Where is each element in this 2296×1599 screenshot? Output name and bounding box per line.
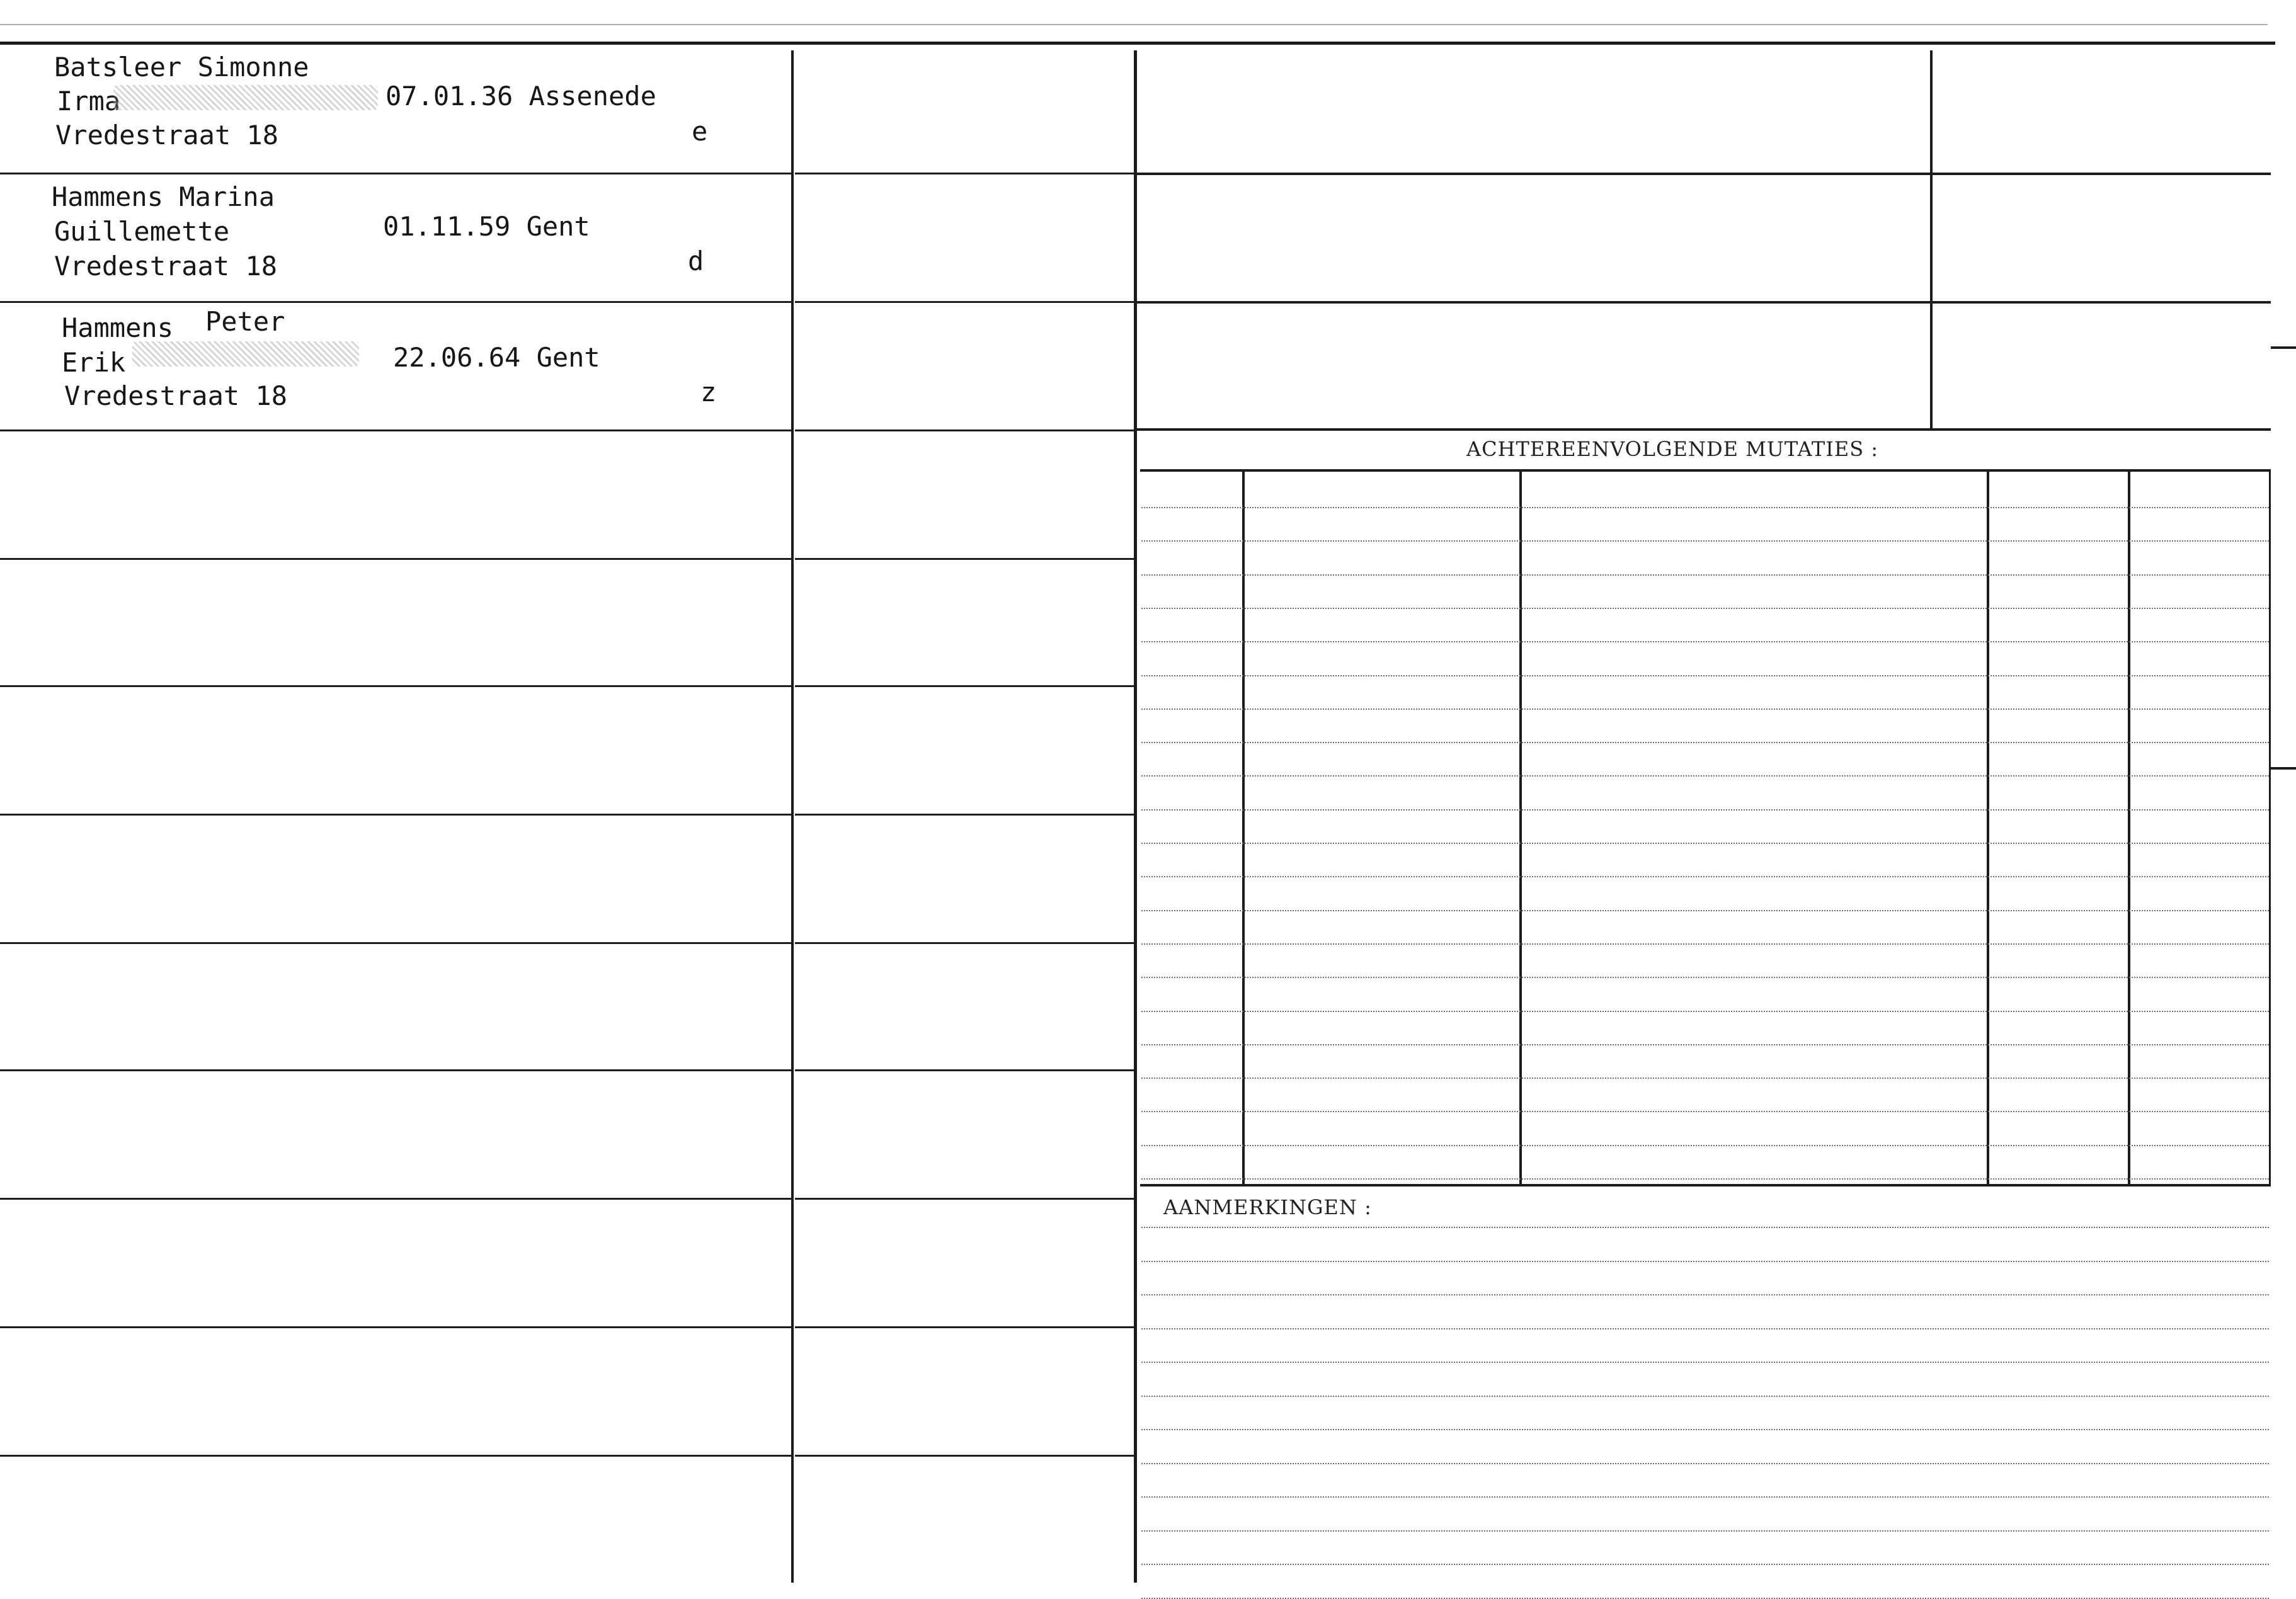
row-line (0, 1198, 791, 1200)
record-first-name: Peter (205, 306, 285, 337)
ruled-line (1141, 1227, 2269, 1228)
row-line (795, 1198, 1134, 1200)
ruled-line (1141, 1496, 2269, 1498)
ruled-line (1141, 708, 2269, 710)
ruled-line (1141, 910, 2269, 911)
record-birth: 22.06.64 Gent (393, 342, 600, 373)
row-line (0, 685, 791, 687)
ruled-line (1141, 977, 2269, 978)
ruled-line (1141, 1044, 2269, 1045)
record-second-name: Guillemette (54, 216, 230, 247)
record-name: Hammens Marina (52, 181, 275, 212)
row-line (0, 1455, 791, 1457)
record-code: d (688, 246, 704, 276)
row-line (795, 558, 1134, 560)
record-birth: 07.01.36 Assenede (386, 81, 656, 111)
ruled-line (1141, 809, 2269, 811)
ink-smudge (113, 85, 378, 110)
record-address: Vredestraat 18 (55, 120, 279, 151)
record-name: Batsleer Simonne (54, 52, 309, 83)
ruled-line (1141, 1396, 2269, 1397)
row-line (0, 1326, 791, 1328)
record-second-name: Irma (57, 86, 121, 117)
row-line (795, 301, 1134, 303)
row-line (795, 430, 1134, 431)
ruled-line (1141, 1145, 2269, 1146)
mutations-top-border (1140, 469, 2271, 472)
row-line (0, 814, 791, 816)
ink-smudge (132, 341, 359, 367)
ruled-line (1141, 608, 2269, 609)
row-line (795, 1455, 1134, 1457)
row-line (0, 173, 791, 174)
row-line (795, 685, 1134, 687)
row-line (795, 942, 1134, 944)
ruled-line (1141, 876, 2269, 877)
row-line (795, 814, 1134, 816)
ruled-line (1141, 1530, 2269, 1532)
ruled-line (1141, 1178, 2269, 1180)
record-name: Hammens (62, 312, 174, 343)
top-border (0, 42, 2275, 45)
record-address: Vredestraat 18 (64, 380, 288, 411)
record-birth: 01.11.59 Gent (383, 211, 590, 242)
row-line (0, 942, 791, 944)
ruled-line (1141, 1011, 2269, 1012)
ruled-line (1141, 574, 2269, 576)
row-line (0, 558, 791, 560)
row-line (0, 301, 791, 303)
edge-tick-2 (2271, 767, 2296, 770)
mutations-title: ACHTEREENVOLGENDE MUTATIES : (1466, 437, 1879, 461)
ruled-line (1141, 641, 2269, 642)
ruled-line (1141, 507, 2269, 508)
right-row-line-1 (1137, 173, 2271, 175)
top-edge-trace (0, 24, 2268, 25)
record-second-name: Erik (62, 347, 126, 378)
column-divider-3 (1930, 50, 1933, 428)
ruled-line (1141, 1598, 2269, 1599)
record-code: e (692, 116, 708, 147)
ruled-line (1141, 843, 2269, 844)
ruled-line (1141, 675, 2269, 676)
ruled-line (1141, 775, 2269, 777)
ruled-line (1141, 1078, 2269, 1079)
row-line (0, 1069, 791, 1071)
ruled-line (1141, 1429, 2269, 1430)
ruled-line (1141, 742, 2269, 743)
ruled-line (1141, 1463, 2269, 1464)
ruled-line (1141, 1328, 2269, 1329)
column-divider-2 (1134, 50, 1137, 1583)
mutations-bottom-border (1140, 1184, 2271, 1186)
column-divider-1 (791, 50, 794, 1583)
record-address: Vredestraat 18 (54, 251, 278, 282)
remarks-title: AANMERKINGEN : (1163, 1195, 1372, 1219)
ruled-line (1141, 1294, 2269, 1295)
right-row-line-2 (1137, 301, 2271, 304)
ruled-line (1141, 540, 2269, 542)
ruled-line (1141, 1261, 2269, 1262)
right-row-line-3 (1137, 428, 2271, 431)
row-line (795, 173, 1134, 174)
row-line (0, 430, 791, 431)
mutations-col-5 (2269, 471, 2271, 1184)
edge-tick-1 (2271, 346, 2296, 349)
row-line (795, 1326, 1134, 1328)
ruled-line (1141, 1362, 2269, 1363)
row-line (795, 1069, 1134, 1071)
ruled-line (1141, 943, 2269, 945)
ruled-line (1141, 1564, 2269, 1565)
ruled-line (1141, 1111, 2269, 1112)
record-code: z (700, 377, 717, 407)
